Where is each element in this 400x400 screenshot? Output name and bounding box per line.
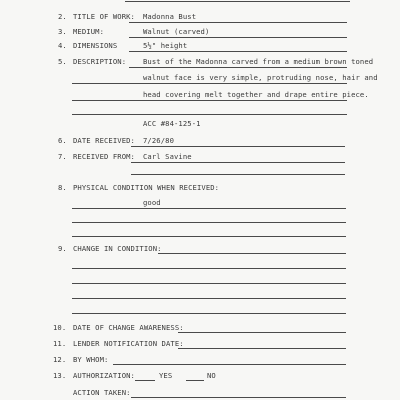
- change-in-condition-line-1: [158, 253, 346, 254]
- change-in-condition-line-5: [72, 313, 346, 314]
- description-number: 5.: [58, 57, 67, 66]
- received-from-line-2: [131, 174, 345, 175]
- received-from-value: Carl Savine: [143, 152, 192, 161]
- change-in-condition-line-3: [72, 283, 346, 284]
- medium-label: MEDIUM:: [73, 27, 104, 36]
- date-of-change-number: 10.: [53, 323, 67, 332]
- date-of-change-label: DATE OF CHANGE AWARENESS:: [73, 323, 184, 332]
- received-from-line-1: [131, 162, 345, 163]
- dimensions-value: 5½" height: [143, 41, 188, 50]
- by-whom-line: [113, 364, 346, 365]
- by-whom-number: 12.: [53, 355, 67, 364]
- change-in-condition-number: 9.: [58, 244, 67, 253]
- authorization-yes-blank: [135, 380, 155, 381]
- physical-condition-label: PHYSICAL CONDITION WHEN RECEIVED:: [73, 183, 220, 192]
- change-in-condition-line-2: [72, 268, 346, 269]
- medium-line: [129, 37, 347, 38]
- physical-condition-value: good: [143, 198, 161, 207]
- date-received-number: 6.: [58, 136, 67, 145]
- description-label: DESCRIPTION:: [73, 57, 127, 66]
- received-from-label: RECEIVED FROM:: [73, 152, 135, 161]
- lender-notification-line: [178, 348, 346, 349]
- physical-condition-line-1: [72, 208, 346, 209]
- date-received-line: [131, 146, 345, 147]
- change-in-condition-line-4: [72, 298, 346, 299]
- authorization-number: 13.: [53, 371, 67, 380]
- date-received-label: DATE RECEIVED:: [73, 136, 135, 145]
- medium-value: Walnut (carved): [143, 27, 210, 36]
- action-taken-line: [131, 397, 346, 398]
- dimensions-number: 4.: [58, 41, 67, 50]
- physical-condition-line-2: [72, 222, 346, 223]
- change-in-condition-label: CHANGE IN CONDITION:: [73, 244, 162, 253]
- top-partial-line: [125, 1, 350, 2]
- action-taken-label: ACTION TAKEN:: [73, 388, 131, 397]
- description-line-3: [72, 100, 347, 101]
- description-line-2-text: walnut face is very simple, protruding nose, hair and: [143, 73, 378, 82]
- lender-notification-label: LENDER NOTIFICATION DATE:: [73, 339, 184, 348]
- title-of-work-value: Madonna Bust: [143, 12, 197, 21]
- dimensions-line: [129, 51, 347, 52]
- lender-notification-number: 11.: [53, 339, 67, 348]
- authorization-label: AUTHORIZATION:: [73, 371, 135, 380]
- dimensions-label: DIMENSIONS: [73, 41, 118, 50]
- description-line-4: [72, 114, 347, 115]
- authorization-yes-label: YES: [159, 371, 173, 380]
- date-of-change-line: [178, 332, 346, 333]
- authorization-no-blank: [186, 380, 204, 381]
- title-of-work-line: [129, 22, 347, 23]
- description-line-1-text: Bust of the Madonna carved from a medium brown toned: [143, 57, 374, 66]
- title-of-work-label: TITLE OF WORK:: [73, 12, 135, 21]
- physical-condition-number: 8.: [58, 183, 67, 192]
- authorization-no-label: NO: [207, 371, 216, 380]
- description-line-3-text: head covering melt together and drape entire piece.: [143, 90, 369, 99]
- date-received-value: 7/26/80: [143, 136, 174, 145]
- title-of-work-number: 2.: [58, 12, 67, 21]
- acc-number: ACC #84-125-1: [143, 119, 201, 128]
- by-whom-label: BY WHOM:: [73, 355, 109, 364]
- description-line-2: [72, 83, 347, 84]
- received-from-number: 7.: [58, 152, 67, 161]
- physical-condition-line-3: [72, 236, 346, 237]
- description-line-1: [129, 67, 347, 68]
- medium-number: 3.: [58, 27, 67, 36]
